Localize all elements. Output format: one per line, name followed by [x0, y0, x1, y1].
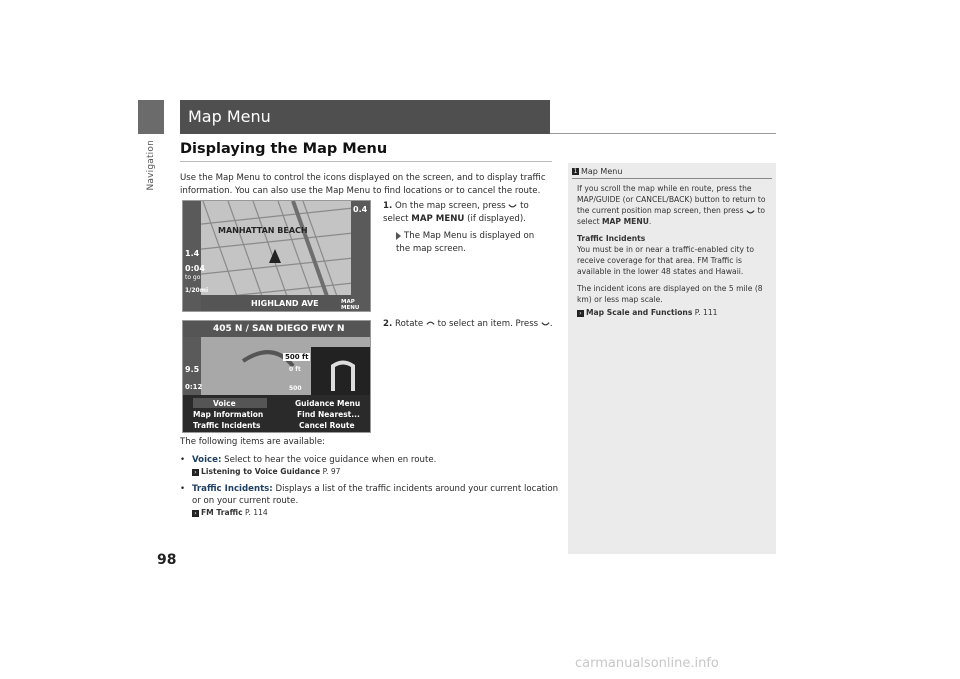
voice-ref-page: P. 97 — [322, 467, 341, 476]
note-p1-text-2: to select — [577, 206, 766, 226]
map-menu-screenshot — [182, 320, 371, 433]
voice-cross-ref[interactable] — [192, 466, 560, 478]
note-body: If you scroll the map while en route, press the MAP/GUIDE (or CANCEL/BACK) button to return to the current position map screen, then press to select MAP MENU. Traffic Incidents You must be in or near a traffic-enabled city to receive coverage for that area. FM Traffic is available in the lower 48 states and Hawaii. The incident icons are displayed on the 5 mile (8 km) or less map scale. › Map Scale and Functions P. 111 — [577, 183, 771, 318]
ref-arrow-icon: › — [577, 310, 584, 317]
step-2-text-2: to select an item. Press — [437, 319, 539, 329]
step-1-bold: MAP MENU — [411, 213, 465, 224]
route-banner: 405 N / SAN DIEGO FWY N — [213, 324, 345, 334]
intro-paragraph: Use the Map Menu to control the icons displayed on the screen, and to display traffic information. You can also use the Map Menu to find locations or to cancel the route. — [180, 173, 546, 196]
map-menu-button[interactable]: MAP MENU — [341, 299, 360, 311]
available-items-label: The following items are available: — [180, 437, 326, 447]
note-heading-text: Map Menu — [581, 167, 623, 176]
voice-ref-title: Listening to Voice Guidance — [201, 467, 321, 476]
ref-arrow-icon: › — [192, 469, 199, 476]
note-traffic-text: You must be in or near a traffic-enabled city to receive coverage for that area. FM Traffic is available in the lower 48 states and Hawaii. — [577, 245, 755, 276]
step-1-number: 1. — [383, 201, 393, 211]
step-1-text: On the map screen, press — [394, 201, 506, 211]
traffic-cross-ref[interactable] — [192, 507, 560, 519]
section-rule — [550, 133, 776, 134]
step-1-tail: (if displayed). — [467, 213, 526, 224]
bullet-dot-icon: • — [180, 484, 186, 494]
rotate-knob-icon — [426, 319, 435, 328]
note-ref-page: P. 111 — [694, 308, 718, 317]
note-heading — [572, 167, 622, 176]
ref-arrow-icon: › — [192, 510, 199, 517]
watermark: carmanualsonline.info — [575, 656, 719, 671]
menu-guidance[interactable]: Guidance Menu — [295, 399, 361, 408]
sidebar-section-label: Navigation — [146, 140, 156, 191]
time-readout-2: 0:12 — [185, 383, 203, 391]
step-2 — [383, 318, 555, 331]
ft-readout-3: 500 — [289, 385, 302, 392]
street-name: HIGHLAND AVE — [251, 299, 319, 308]
distance-readout-2: 9.5 — [185, 365, 200, 374]
map-area-label: MANHATTAN BEACH — [218, 226, 308, 235]
ft-readout: 500 ft — [285, 353, 309, 361]
note-ref-title: Map Scale and Functions — [586, 308, 693, 317]
map-scale: 1/20mi — [185, 287, 209, 294]
bullet-dot-icon: • — [180, 455, 186, 465]
note-scale-text: The incident icons are displayed on the 5 mile (8 km) or less map scale. — [577, 284, 763, 304]
side-note — [568, 163, 776, 554]
section-tab — [138, 100, 164, 134]
traffic-text: Displays a list of the traffic incidents around your current location or on your current route. — [192, 484, 559, 506]
voice-text: Select to hear the voice guidance when en route. — [224, 455, 437, 465]
menu-voice[interactable]: Voice — [213, 399, 236, 408]
heading-rule — [180, 161, 552, 162]
traffic-ref-page: P. 114 — [245, 508, 268, 517]
enter-knob-icon — [541, 319, 550, 328]
section-title: Map Menu — [180, 100, 550, 134]
map-screenshot — [182, 200, 371, 312]
traffic-label: Traffic Incidents: — [192, 484, 273, 494]
voice-label: Voice: — [192, 455, 222, 465]
step-2-number: 2. — [383, 319, 393, 329]
step-2-tail: . — [549, 319, 553, 329]
step-1-result — [396, 230, 546, 255]
menu-map-information[interactable]: Map Information — [193, 410, 264, 419]
note-p1-bold: MAP MENU — [601, 217, 649, 226]
step-1-result-text: The Map Menu is displayed on the map screen. — [396, 231, 535, 254]
step-2-text: Rotate — [394, 319, 424, 329]
note-p1-text: If you scroll the map while en route, press the MAP/GUIDE (or CANCEL/BACK) button to return to the current position map screen, then press — [577, 184, 766, 215]
note-marker-icon: 1 — [573, 168, 578, 175]
traffic-ref-title: FM Traffic — [201, 508, 243, 517]
enter-knob-icon — [508, 201, 517, 210]
step-1-text-2: to select — [383, 201, 529, 224]
bullet-voice — [180, 454, 560, 478]
ft-readout-2: 0 ft — [289, 366, 301, 373]
note-rule — [572, 178, 772, 179]
page-number: 98 — [157, 552, 177, 568]
distance-readout: 1.4 — [185, 249, 200, 258]
page-heading: Displaying the Map Menu — [180, 141, 388, 157]
to-go-label: to go — [185, 274, 201, 281]
zoom-readout: 0.4 — [353, 205, 368, 214]
bullet-traffic — [180, 483, 560, 519]
menu-traffic-incidents[interactable]: Traffic Incidents — [193, 421, 261, 430]
menu-cancel-route[interactable]: Cancel Route — [299, 421, 355, 430]
note-cross-ref[interactable] — [577, 307, 771, 318]
step-1 — [383, 200, 553, 225]
time-readout: 0:04 — [185, 264, 205, 273]
enter-knob-icon — [746, 207, 755, 216]
menu-find-nearest[interactable]: Find Nearest... — [297, 410, 360, 419]
result-arrow-icon — [396, 232, 401, 240]
map-drawing — [183, 201, 371, 312]
note-traffic-heading: Traffic Incidents — [577, 234, 646, 243]
